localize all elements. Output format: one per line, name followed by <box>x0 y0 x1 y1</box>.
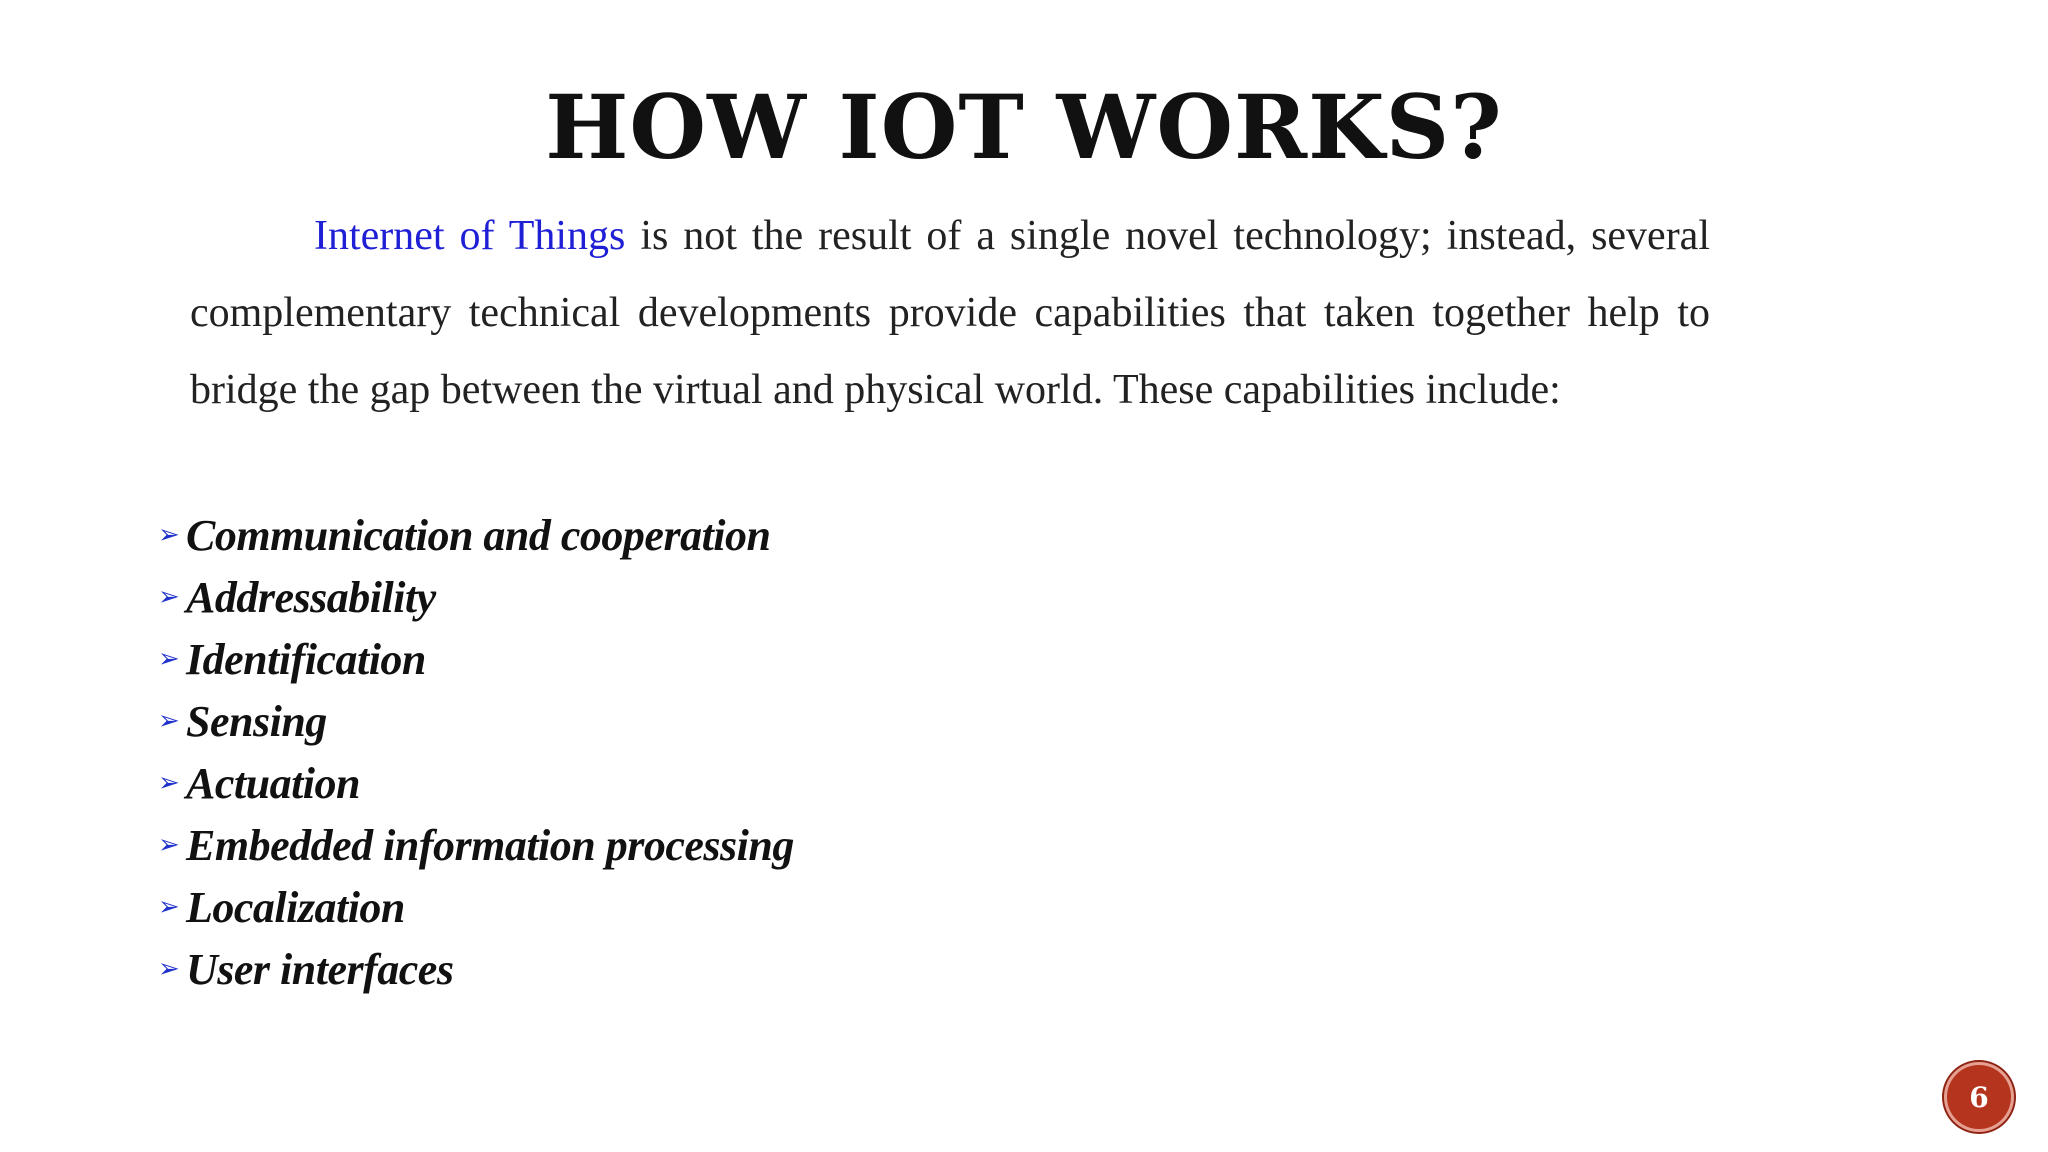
list-item <box>158 566 794 628</box>
list-item <box>158 752 794 814</box>
arrow-right-icon: ➢ <box>158 582 180 612</box>
intro-paragraph <box>190 198 1710 429</box>
intro-highlight: Internet of Things <box>314 213 626 259</box>
arrow-right-icon: ➢ <box>158 706 180 736</box>
list-item <box>158 876 794 938</box>
list-item <box>158 690 794 752</box>
list-item <box>158 504 794 566</box>
list-item <box>158 814 794 876</box>
list-item-label: User interfaces <box>186 944 454 994</box>
arrow-right-icon: ➢ <box>158 520 180 550</box>
list-item-label: Communication and cooperation <box>186 510 771 560</box>
arrow-right-icon: ➢ <box>158 830 180 860</box>
list-item-label: Identification <box>186 634 426 684</box>
arrow-right-icon: ➢ <box>158 954 180 984</box>
list-item-label: Addressability <box>186 572 436 622</box>
arrow-right-icon: ➢ <box>158 892 180 922</box>
arrow-right-icon: ➢ <box>158 768 180 798</box>
intro-text: is not the result of a single novel technology; instead, several complementary technical developments provide capabilities that taken together help to bridge the gap between the virtual and physical world. These capabilities include: <box>190 213 1710 413</box>
list-item <box>158 938 794 1000</box>
arrow-right-icon: ➢ <box>158 644 180 674</box>
slide-title: HOW IOT WORKS? <box>545 75 1503 179</box>
page-number-badge: 6 <box>1944 1062 2014 1132</box>
list-item <box>158 628 794 690</box>
list-item-label: Sensing <box>186 696 327 746</box>
list-item-label: Localization <box>186 882 405 932</box>
capabilities-list <box>158 504 794 1000</box>
list-item-label: Embedded information processing <box>186 820 794 870</box>
list-item-label: Actuation <box>186 758 360 808</box>
